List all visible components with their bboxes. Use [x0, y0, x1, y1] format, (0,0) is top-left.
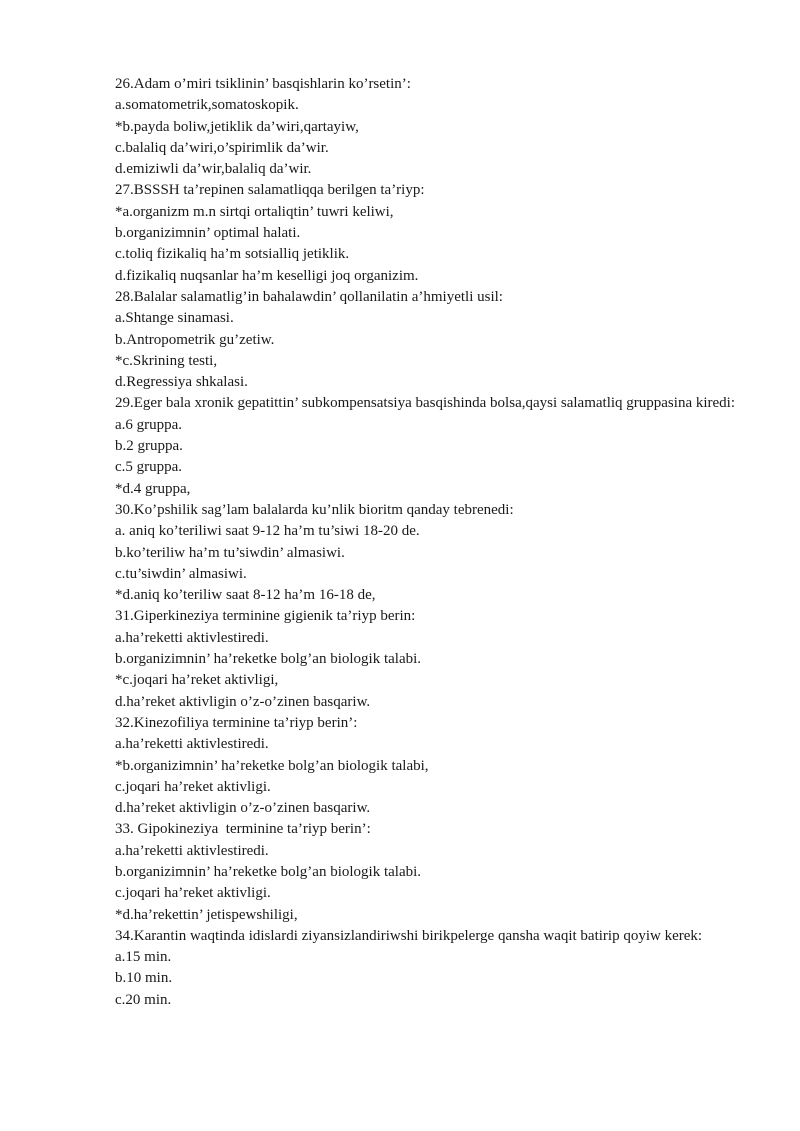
question-text: 30.Ko’pshilik sag’lam balalarda ku’nlik bioritm qanday tebrenedi: — [115, 501, 514, 518]
answer-option: *d.ha’rekettin’ jetispewshiligi, — [115, 906, 298, 923]
answer-option: d.fizikaliq nuqsanlar ha’m keselligi joq organizim. — [115, 267, 419, 284]
question-text: 32.Kinezofiliya terminine ta’riyp berin’: — [115, 714, 358, 731]
answer-option: a.ha’reketti aktivlestiredi. — [115, 736, 269, 753]
question-block-33 — [115, 819, 742, 925]
answer-option: d.ha’reket aktivligin o’z-o’zinen basqariw. — [115, 693, 371, 710]
question-text: 26.Adam o’miri tsiklinin’ basqishlarin ko’rsetin’: — [115, 76, 411, 92]
question-text: 27.BSSSH ta’repinen salamatliqqa berilgen ta’riyp: — [115, 182, 425, 199]
answer-option: *d.aniq ko’teriliw saat 8-12 ha’m 16-18 de, — [115, 587, 376, 604]
answer-option: c.toliq fizikaliq ha’m sotsialliq jetiklik. — [115, 246, 350, 263]
answer-option: d.emiziwli da’wir,balaliq da’wir. — [115, 161, 312, 178]
answer-option: c.5 gruppa. — [115, 459, 183, 476]
answer-option: b.Antropometrik gu’zetiw. — [115, 331, 275, 348]
question-block-26 — [115, 74, 742, 180]
answer-option: a.ha’reketti aktivlestiredi. — [115, 842, 269, 859]
answer-option: a.Shtange sinamasi. — [115, 310, 234, 327]
question-text: 31.Giperkineziya terminine gigienik ta’riyp berin: — [115, 608, 416, 625]
answer-option: a.ha’reketti aktivlestiredi. — [115, 629, 269, 646]
question-text: 34.Karantin waqtinda idislardi ziyansizlandiriwshi birikpelerge qansha waqit batirip qoyiw kerek: — [115, 927, 703, 944]
answer-option: b.organizimnin’ ha’reketke bolg’an biologik talabi. — [115, 651, 422, 668]
question-text: 28.Balalar salamatlig’in bahalawdin’ qollanilatin a’hmiyetli usil: — [115, 288, 503, 305]
question-block-27 — [115, 180, 742, 286]
answer-option: b.organizimnin’ optimal halati. — [115, 225, 301, 242]
answer-option: a.15 min. — [115, 949, 172, 966]
answer-option: *a.organizm m.n sirtqi ortaliqtin’ tuwri keliwi, — [115, 203, 394, 220]
answer-option: c.20 min. — [115, 991, 172, 1008]
answer-option: *c.joqari ha’reket aktivligi, — [115, 672, 279, 689]
question-block-32 — [115, 713, 742, 819]
answer-option: *c.Skrining testi, — [115, 352, 218, 369]
answer-option: b.organizimnin’ ha’reketke bolg’an biologik talabi. — [115, 863, 422, 880]
answer-option: a.somatometrik,somatoskopik. — [115, 97, 299, 114]
answer-option: *d.4 gruppa, — [115, 480, 191, 497]
question-text: 33. Gipokineziya terminine ta’riyp berin’: — [115, 821, 371, 838]
answer-option: c.joqari ha’reket aktivligi. — [115, 885, 271, 902]
answer-option: b.2 gruppa. — [115, 438, 183, 455]
answer-option: *b.payda boliw,jetiklik da’wiri,qartayiw, — [115, 118, 359, 135]
question-block-29 — [115, 393, 742, 499]
question-block-28 — [115, 287, 742, 393]
document-page — [115, 74, 742, 1011]
answer-option: c.joqari ha’reket aktivligi. — [115, 778, 271, 795]
question-block-30 — [115, 500, 742, 606]
answer-option: b.10 min. — [115, 970, 173, 987]
answer-option: a.6 gruppa. — [115, 416, 183, 433]
question-text: 29.Eger bala xronik gepatittin’ subkompensatsiya basqishinda bolsa,qaysi salamatliq gruppasina kiredi: — [115, 395, 736, 412]
answer-option: c.balaliq da’wiri,o’spirimlik da’wir. — [115, 139, 329, 156]
answer-option: b.ko’teriliw ha’m tu’siwdin’ almasiwi. — [115, 544, 345, 561]
answer-option: d.Regressiya shkalasi. — [115, 374, 248, 391]
question-block-34 — [115, 926, 742, 1011]
question-block-31 — [115, 606, 742, 712]
answer-option: *b.organizimnin’ ha’reketke bolg’an biologik talabi, — [115, 757, 429, 774]
answer-option: a. aniq ko’teriliwi saat 9-12 ha’m tu’siwi 18-20 de. — [115, 523, 420, 540]
answer-option: c.tu’siwdin’ almasiwi. — [115, 565, 247, 582]
answer-option: d.ha’reket aktivligin o’z-o’zinen basqariw. — [115, 800, 371, 817]
